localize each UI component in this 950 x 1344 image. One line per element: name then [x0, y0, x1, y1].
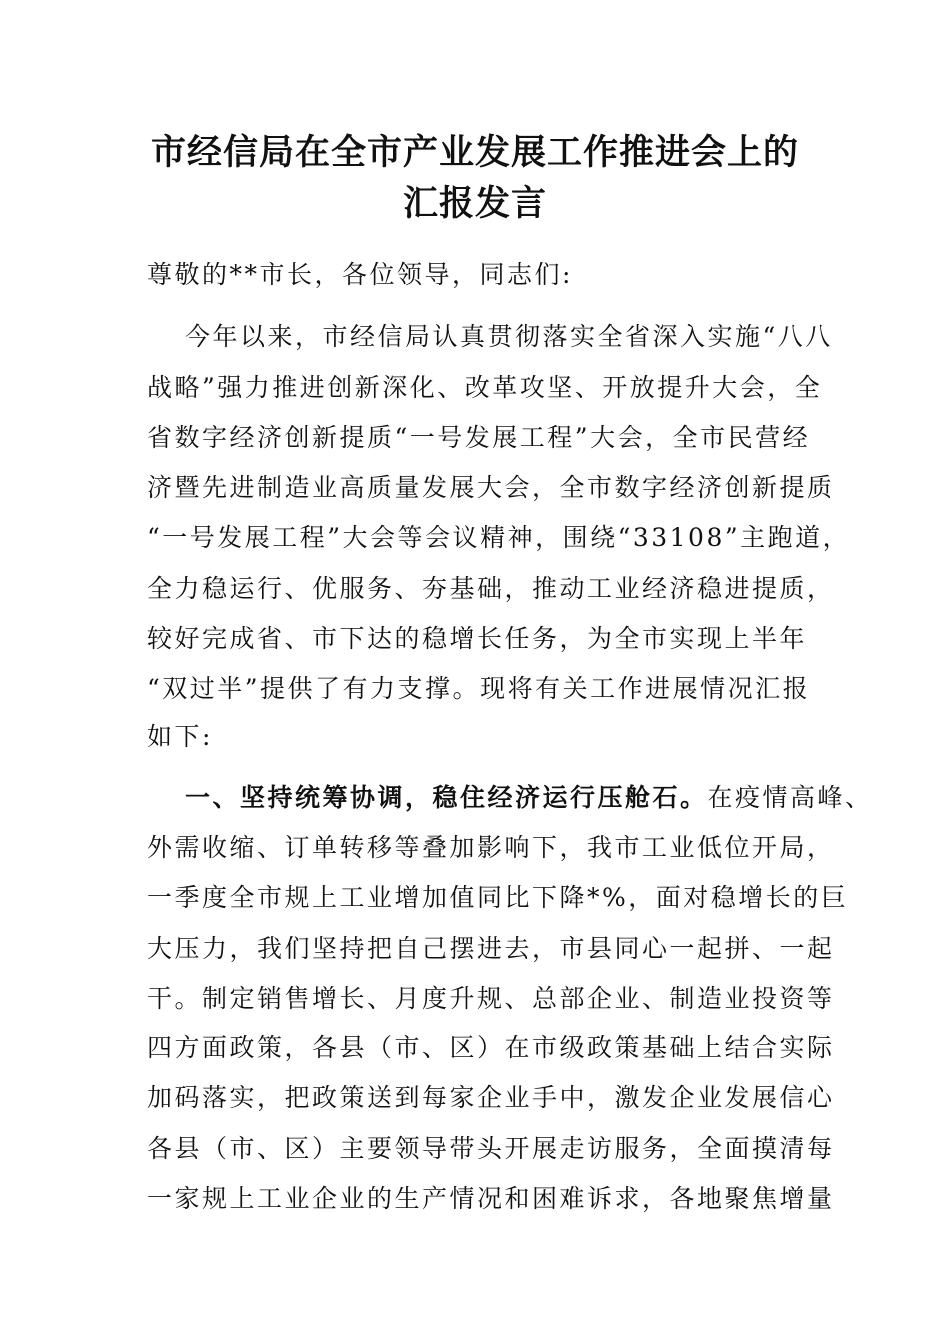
section-1-line-4: 大压力，我们坚持把自己摆进去，市县同心一起拼、一起 — [147, 934, 835, 963]
document-title-line-2: 汇报发言 — [402, 183, 547, 224]
paragraph-1-line-2: 战略”强力推进创新深化、改革攻坚、开放提升大会，全 — [147, 373, 823, 402]
paragraph-1-line-9: 如下: — [147, 722, 213, 751]
section-1-first-line — [185, 785, 873, 810]
paragraph-1-line-5: “一号发展工程”大会等会议精神，围绕“33108”主跑道， — [147, 523, 851, 552]
paragraph-1-line-4: 济暨先进制造业高质量发展大会，全市数字经济创新提质 — [147, 473, 835, 502]
paragraph-1-line-1: 今年以来，市经信局认真贯彻落实全省深入实施“八八 — [185, 322, 833, 351]
section-1-line-2: 外需收缩、订单转移等叠加影响下，我市工业低位开局， — [147, 833, 835, 862]
paragraph-1-line-6: 全力稳运行、优服务、夯基础，推动工业经济稳进提质， — [147, 574, 835, 603]
salutation: 尊敬的**市长，各位领导，同志们: — [147, 260, 573, 289]
section-1-line-8: 各县（市、区）主要领导带头开展走访服务，全面摸清每 — [147, 1134, 835, 1163]
section-1-line-5: 干。制定销售增长、月度升规、总部企业、制造业投资等 — [147, 984, 835, 1013]
section-1-first-line-rest: 在疫情高峰、 — [707, 783, 873, 812]
paragraph-1-line-8: “双过半”提供了有力支撑。现将有关工作进展情况汇报 — [147, 674, 811, 703]
paragraph-1-line-3: 省数字经济创新提质“一号发展工程”大会，全市民营经 — [147, 423, 811, 452]
section-1-line-3: 一季度全市规上工业增加值同比下降*%，面对稳增长的巨 — [147, 883, 849, 912]
section-1-line-9: 一家规上工业企业的生产情况和困难诉求，各地聚焦增量 — [147, 1184, 835, 1213]
document-title-line-1: 市经信局在全市产业发展工作推进会上的 — [150, 132, 799, 173]
section-1-line-7: 加码落实，把政策送到每家企业手中，激发企业发展信心 — [147, 1083, 835, 1112]
paragraph-1-line-7: 较好完成省、市下达的稳增长任务，为全市实现上半年 — [147, 624, 808, 653]
section-1-heading: 一、坚持统筹协调，稳住经济运行压舱石。 — [185, 783, 708, 812]
section-1-line-6: 四方面政策，各县（市、区）在市级政策基础上结合实际 — [147, 1033, 835, 1062]
